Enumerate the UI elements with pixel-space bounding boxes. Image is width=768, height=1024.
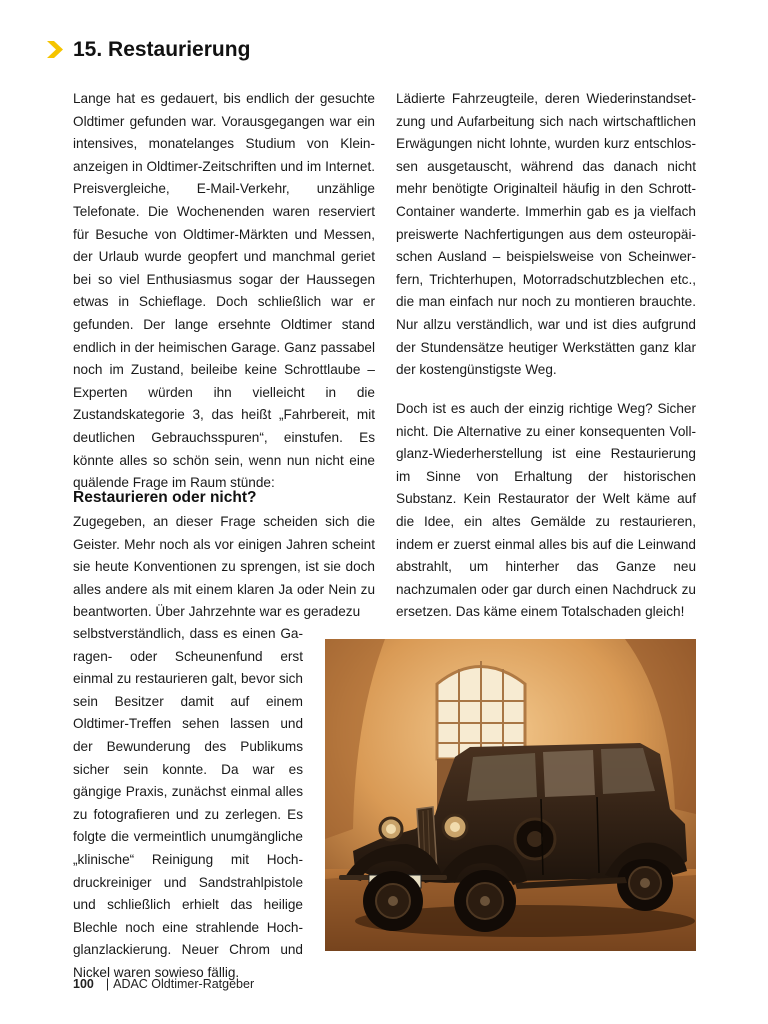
section-heading: Restaurieren oder nicht? bbox=[73, 489, 257, 506]
page-footer bbox=[73, 976, 254, 992]
vintage-car-photo bbox=[325, 639, 696, 951]
chevron-right-icon bbox=[47, 41, 63, 58]
right-paragraph-1: Lädierte Fahrzeugteile, deren Wiederinstandsetzung und Aufarbeitung sich nach wirtschaftlichen Erwägungen nicht lohnte, wurden kurz entschlossen ausgetauscht, während das danach nicht mehr benötigte Originalteil häufig in den Schrott-Container wanderte. Immerhin gab es ja vielfach preiswerte Nachfertigungen aus dem osteuropäischen Ausland – beispielsweise von Scheinwerfern, Trichterhupen, Motorradschutzblechen etc., die man einfach nur noch zu montieren brauchte. Nur allzu verständlich, war und ist dies aufgrund der Stundensätze heutiger Werkstätten ganz klar der kostengünstigste Weg. bbox=[396, 91, 696, 378]
footer-separator: | bbox=[105, 977, 110, 991]
publication-title: ADAC Oldtimer-Ratgeber bbox=[113, 977, 255, 991]
chapter-title: 15. Restaurierung bbox=[73, 38, 251, 61]
page-number: 100 bbox=[73, 977, 94, 991]
section-paragraph-wrapped: selbstverständlich, dass es einen Garagen- oder Scheunenfund erst einmal zu restaurieren galt, bevor sich sein Besitzer damit auf einem Oldtimer-Treffen sehen lassen und der Bewunderung des Publikums sicher sein konnte. Da war es gängige Praxis, zunächst einmal alles zu fotografieren und zu zerlegen. Es folgte die vermeintlich unumgängliche „klinische“ Reinigung mit Hochdruckreiniger und Sandstrahlpistole und schließlich erhielt das heilige Blechle noch eine strahlende Hochglanzlackierung. Neuer Chrom und Nickel waren sowieso fällig. bbox=[73, 626, 303, 980]
section-paragraph-full: Zugegeben, an dieser Frage scheiden sich die Geister. Mehr noch als vor einigen Jahren scheint sie heute Konventionen zu sprengen, ist sie doch alles andere als mit einem klaren Ja oder Nein zu beantworten. Über Jahrzehnte war es geradezu bbox=[73, 514, 375, 620]
right-paragraph-2: Doch ist es auch der einzig richtige Weg? Sicher nicht. Die Alternative zu einer konsequenten Vollglanz-Wiederherstellung ist eine Restaurierung im Sinne von Erhaltung der historischen Substanz. Kein Restaurator der Welt käme auf die Idee, ein altes Gemälde zu restaurieren, indem er zuerst einmal alles bis auf die Leinwand abstrahlt, um hinterher das Ganze neu nachzumalen oder gar durch einen Nachdruck zu ersetzen. Das käme einem Totalschaden gleich! bbox=[396, 401, 696, 620]
intro-paragraph: Lange hat es gedauert, bis endlich der gesuchte Oldtimer gefunden war. Vorausgegangen war ein intensives, monatelanges Studium von Kleinanzeigen in Oldtimer-Zeitschriften und im Internet. Preisvergleiche, E-Mail-Verkehr, unzählige Telefonate. Die Wochenenden waren reserviert für Besuche von Oldtimer-Märkten und Messen, der Urlaub wurde geopfert und manchmal geriet bei so viel Enthusiasmus sogar der Haussegen etwas in Schieflage. Doch schließlich war er gefunden. Der lange ersehnte Oldtimer stand endlich in der heimischen Garage. Ganz passabel noch im Zustand, beileibe keine Schrottlaube – Experten würden ihn vielleicht in die Zustandskategorie 3, das heißt „Fahrbereit, mit deutlichen Gebrauchsspuren“, einstufen. Es könnte alles so schön sein, wenn nun nicht eine quälende Frage im Raum stünde: bbox=[73, 91, 375, 491]
